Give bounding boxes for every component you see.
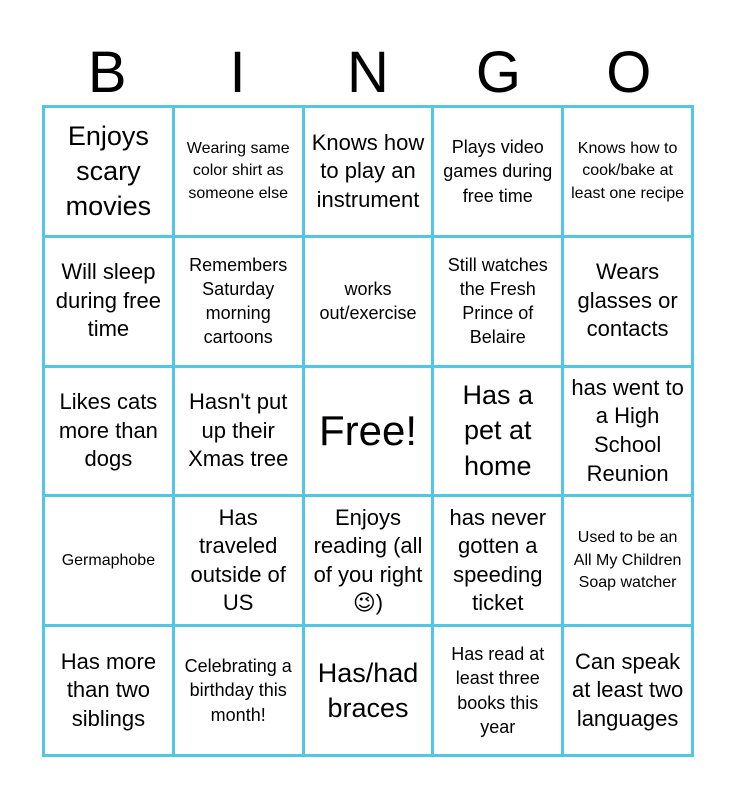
cell-text: Knows how to play an instrument <box>311 129 425 212</box>
cell-text: Has more than two siblings <box>60 648 157 731</box>
bingo-cell-g1[interactable] <box>434 108 561 235</box>
bingo-cell-i5[interactable] <box>175 627 302 754</box>
cell-text: Used to be an All My Children Soap watcher <box>573 529 682 591</box>
bingo-cell-i2[interactable] <box>175 238 302 365</box>
cell-text: Plays video games during free time <box>443 136 553 206</box>
cell-text: Wearing same color shirt as someone else <box>186 139 290 202</box>
header-letter-i: I <box>229 40 246 105</box>
cell-text: has went to a High School Reunion <box>571 374 684 486</box>
bingo-cell-b2[interactable] <box>45 238 172 365</box>
cell-text: Has read at least three books this year <box>451 644 545 737</box>
cell-text: Will sleep during free time <box>55 259 161 342</box>
bingo-cell-o5[interactable] <box>564 627 691 754</box>
cell-text: has never gotten a speeding ticket <box>449 504 547 616</box>
bingo-cell-b1[interactable] <box>45 108 172 235</box>
cell-text: Free! <box>318 406 417 454</box>
bingo-cell-n5[interactable] <box>305 627 432 754</box>
cell-text: Remembers Saturday morning cartoons <box>189 254 288 348</box>
cell-text: Germaphobe <box>61 551 156 569</box>
cell-text: Knows how to cook/bake at least one recipe <box>571 139 685 202</box>
bingo-cell-n1[interactable] <box>305 108 432 235</box>
cell-text: Wears glasses or contacts <box>577 259 678 342</box>
cell-text: Celebrating a birthday this month! <box>184 656 292 725</box>
cell-text: Enjoys scary movies <box>65 120 152 221</box>
bingo-cell-g3[interactable] <box>434 368 561 495</box>
bingo-cell-o2[interactable] <box>564 238 691 365</box>
cell-text: Has traveled outside of US <box>190 504 286 616</box>
cell-text: works out/exercise <box>319 278 417 324</box>
bingo-cell-b4[interactable] <box>45 497 172 624</box>
bingo-cell-o1[interactable] <box>564 108 691 235</box>
bingo-cell-i3[interactable] <box>175 368 302 495</box>
bingo-cell-i4[interactable] <box>175 497 302 624</box>
cell-text: Still watches the Fresh Prince of Belaire <box>447 254 548 348</box>
cell-text: Likes cats more than dogs <box>58 389 158 472</box>
bingo-cell-g4[interactable] <box>434 497 561 624</box>
bingo-cell-n2[interactable] <box>305 238 432 365</box>
header-letter-o: O <box>606 40 652 105</box>
bingo-cell-o3[interactable] <box>564 368 691 495</box>
cell-text: Has a pet at home <box>462 380 534 481</box>
cell-text: Can speak at least two languages <box>571 648 684 731</box>
bingo-cell-free[interactable] <box>305 368 432 495</box>
bingo-cell-o4[interactable] <box>564 497 691 624</box>
bingo-cell-n4[interactable] <box>305 497 432 624</box>
bingo-cell-g5[interactable] <box>434 627 561 754</box>
cell-text: Enjoys reading (all of you right 😉) <box>313 504 423 616</box>
bingo-grid <box>42 105 694 757</box>
header-letter-n: N <box>347 40 389 105</box>
header-letter-g: G <box>475 40 521 105</box>
cell-text: Has/had braces <box>317 657 419 723</box>
bingo-cell-b3[interactable] <box>45 368 172 495</box>
bingo-cell-i1[interactable] <box>175 108 302 235</box>
cell-text: Hasn't put up their Xmas tree <box>188 389 289 472</box>
header-letter-b: B <box>87 40 127 105</box>
bingo-header <box>42 40 694 106</box>
bingo-cell-g2[interactable] <box>434 238 561 365</box>
bingo-cell-b5[interactable] <box>45 627 172 754</box>
